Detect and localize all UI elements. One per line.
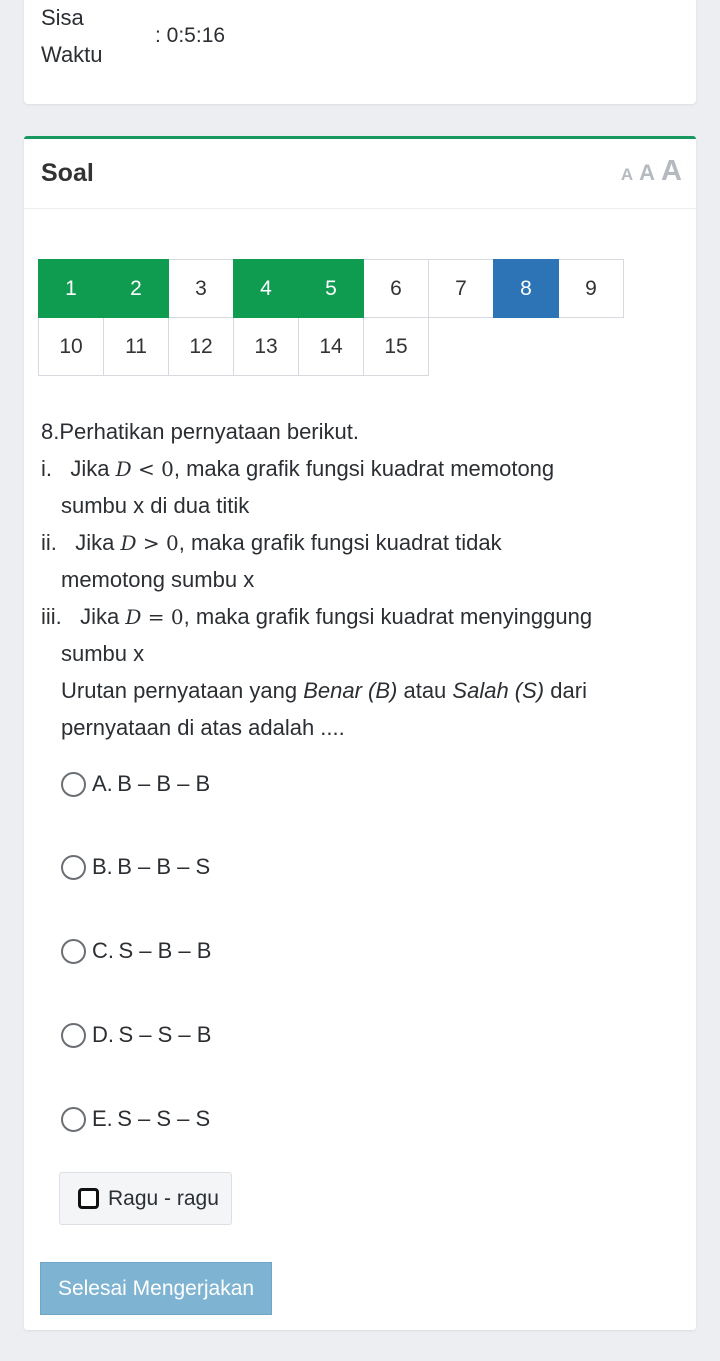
statement-2-var: D [120,531,137,555]
statement-1-number: i. [41,456,52,481]
option-a-text: B – B – B [117,771,211,796]
finish-button[interactable]: Selesai Mengerjakan [40,1262,272,1315]
nav-question-13[interactable]: 13 [233,317,299,376]
font-size-controls [615,155,682,188]
statement-2-number: ii. [41,530,57,555]
nav-question-3[interactable]: 3 [168,259,234,318]
font-size-large-button[interactable]: A [661,155,682,187]
timer-label-line2: Waktu [41,42,103,67]
statement-3-var: D [125,605,142,629]
closing-benar: Benar (B) [303,678,398,703]
nav-question-15[interactable]: 15 [363,317,429,376]
closing-salah: Salah (S) [452,678,545,703]
card-title: Soal [41,159,94,187]
closing-pre: Urutan pernyataan yang [61,678,298,703]
closing-post: dari [550,678,587,703]
nav-question-5[interactable]: 5 [298,259,364,318]
nav-question-1[interactable]: 1 [38,259,104,318]
doubt-label: Ragu - ragu [108,1186,219,1210]
closing-mid: atau [403,678,447,703]
option-d-radio[interactable] [61,1023,86,1048]
option-c-letter: C. [92,938,114,963]
font-size-small-button[interactable]: A [620,165,634,184]
statement-1-val: 0 [161,457,174,481]
statement-3 [41,604,592,630]
statement-2-val: 0 [166,531,179,555]
statement-2 [41,530,502,556]
option-e-text: S – S – S [117,1106,211,1131]
statement-3-val: 0 [170,605,184,629]
statement-1-var: D [115,457,132,481]
option-a-radio[interactable] [61,772,86,797]
option-b-radio[interactable] [61,855,86,880]
statement-2-cont: memotong sumbu x [61,567,255,592]
option-c-radio[interactable] [61,939,86,964]
option-d[interactable] [61,1022,211,1048]
question-navigation [38,259,638,376]
card-header [24,139,696,209]
statement-3-rest: , maka grafik fungsi kuadrat menyinggung [183,604,593,629]
statement-2-op: > [142,531,160,555]
statement-3-jika: Jika [80,604,120,629]
statement-1 [41,456,554,482]
statement-2-jika: Jika [75,530,115,555]
statement-3-math [125,605,183,629]
nav-question-11[interactable]: 11 [103,317,169,376]
nav-question-4[interactable]: 4 [233,259,299,318]
option-b-letter: B. [92,854,113,879]
statement-1-cont: sumbu x di dua titik [61,493,250,518]
option-d-text: S – S – B [118,1022,212,1047]
statement-1-op: < [138,457,155,481]
question-intro: 8.Perhatikan pernyataan berikut. [41,419,359,444]
statement-1-math [116,457,174,481]
option-a[interactable] [61,771,210,797]
nav-question-6[interactable]: 6 [363,259,429,318]
statement-3-number: iii. [41,604,62,629]
nav-question-9[interactable]: 9 [558,259,624,318]
statement-2-rest: , maka grafik fungsi kuadrat tidak [178,530,502,555]
option-a-letter: A. [92,771,113,796]
nav-question-2[interactable]: 2 [103,259,169,318]
statement-3-cont: sumbu x [61,641,145,666]
closing-cont: pernyataan di atas adalah .... [61,715,345,740]
question-card [24,136,696,1330]
nav-row-2 [38,317,638,376]
option-c[interactable] [61,938,211,964]
timer-label-line1: Sisa [41,5,84,30]
nav-question-12[interactable]: 12 [168,317,234,376]
option-d-letter: D. [92,1022,114,1047]
nav-question-10[interactable]: 10 [38,317,104,376]
option-b-text: B – B – S [117,854,211,879]
nav-question-8[interactable]: 8 [493,259,559,318]
nav-row-1 [38,259,638,318]
option-e[interactable] [61,1106,210,1132]
statement-1-rest: , maka grafik fungsi kuadrat memotong [173,456,555,481]
option-c-text: S – B – B [118,938,212,963]
statement-2-math [120,531,178,555]
closing-line [61,678,587,704]
nav-question-7[interactable]: 7 [428,259,494,318]
option-e-letter: E. [92,1106,113,1131]
doubt-button[interactable] [59,1172,232,1225]
statement-1-jika: Jika [70,456,110,481]
nav-question-14[interactable]: 14 [298,317,364,376]
font-size-medium-button[interactable]: A [639,160,656,185]
option-e-radio[interactable] [61,1107,86,1132]
timer-card [24,0,696,104]
doubt-checkbox[interactable] [78,1188,99,1209]
timer-value: : 0:5:16 [155,24,226,47]
statement-3-op: = [147,605,165,629]
option-b[interactable] [61,854,210,880]
